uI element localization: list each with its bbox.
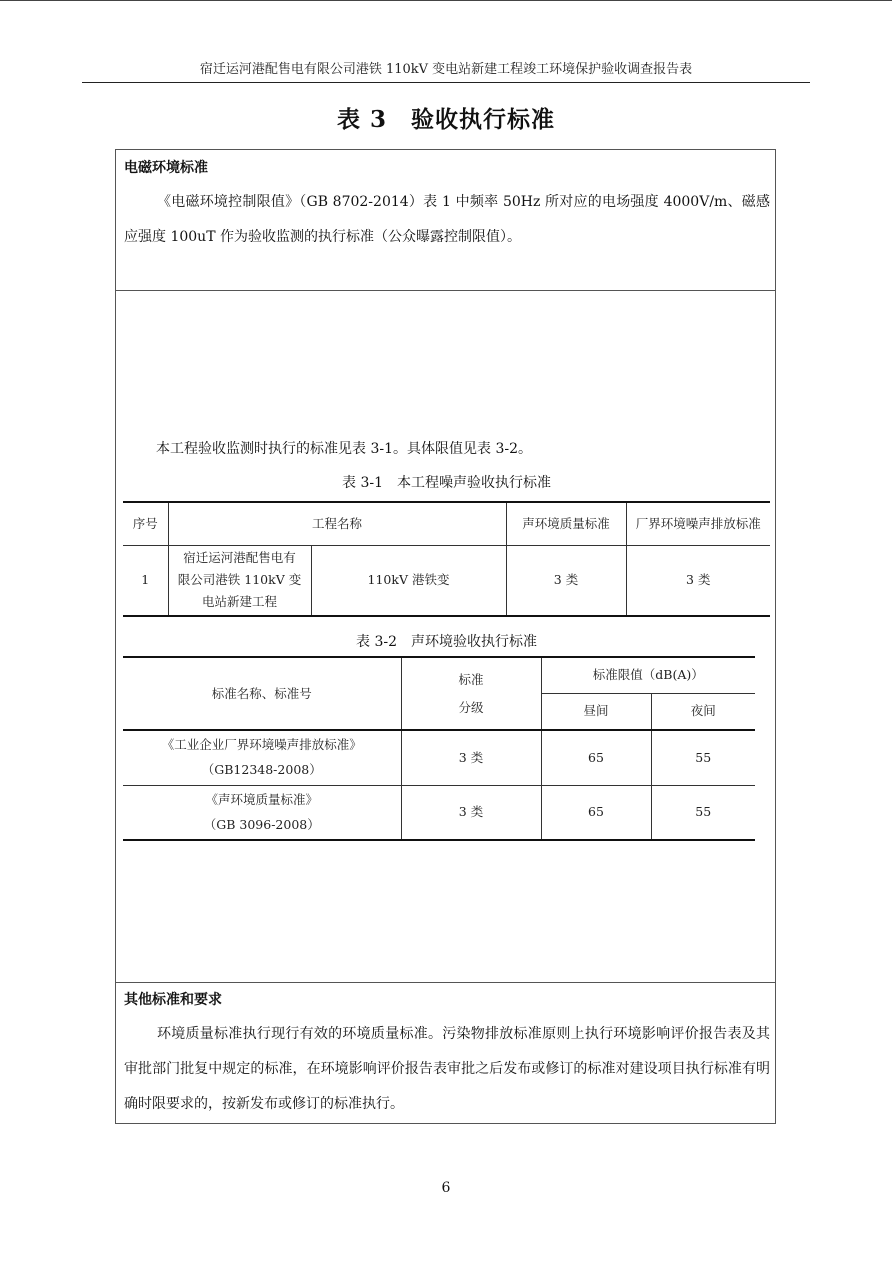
project-name-line: 电站新建工程 (201, 594, 277, 610)
row-substation: 110kV 港铁变 (311, 545, 506, 616)
page-title: 表 3 验收执行标准 (336, 106, 555, 133)
header-class-line: 分级 (458, 699, 484, 715)
row-day: 65 (541, 730, 651, 785)
running-header: 宿迁运河港配售电有限公司港铁 110kV 变电站新建工程竣工环境保护验收调查报告表 (199, 62, 693, 77)
row-standard-name (123, 785, 401, 840)
header-limit: 标准限值（dB(A)） (541, 657, 755, 693)
project-name-line: 限公司港铁 110kV 变 (177, 572, 302, 588)
header-boundary-standard: 厂界环境噪声排放标准 (626, 502, 770, 545)
em-section-title: 电磁环境标准 (124, 160, 208, 176)
row-standard-name (123, 730, 401, 785)
table-row (123, 545, 770, 616)
row-night: 55 (651, 730, 755, 785)
standard-code: （GB12348-2008） (201, 762, 322, 778)
header-no: 序号 (123, 502, 168, 545)
other-section-text: 环境质量标准执行现行有效的环境质量标准。污染物排放标准原则上执行环境影响评价报告表及其审批部门批复中规定的标准，在环境影响评价报告表审批之后发布或修订的标准对建设项目执行标准有明确时限要求的，按新发布或修订的标准执行。 (124, 1026, 770, 1112)
table-3-1-caption: 表 3-1 本工程噪声验收执行标准 (342, 475, 551, 491)
row-project-name (168, 545, 311, 616)
project-name-line: 宿迁运河港配售电有 (183, 550, 296, 566)
row-no: 1 (123, 545, 168, 616)
header-standard-name: 标准名称、标准号 (123, 657, 401, 730)
row-boundary: 3 类 (626, 545, 770, 616)
table-row (123, 730, 755, 785)
header-night: 夜间 (651, 693, 755, 730)
header-day: 昼间 (541, 693, 651, 730)
header-rule (82, 82, 810, 83)
table-3-2-caption: 表 3-2 声环境验收执行标准 (356, 634, 537, 650)
row-night: 55 (651, 785, 755, 840)
page-number: 6 (441, 1180, 451, 1196)
noise-intro: 本工程验收监测时执行的标准见表 3-1。具体限值见表 3-2。 (156, 441, 532, 457)
top-border (0, 0, 892, 1)
standard-code: （GB 3096-2008） (203, 816, 320, 832)
other-section-title: 其他标准和要求 (124, 992, 222, 1008)
row-class: 3 类 (401, 785, 541, 840)
header-class-line: 标准 (458, 671, 484, 687)
em-section-text: 《电磁环境控制限值》（GB 8702-2014）表 1 中频率 50Hz 所对应的电场强度 4000V/m、磁感应强度 100uT 作为验收监测的执行标准（公众曝露控制限值）。 (124, 194, 770, 245)
table-row (123, 785, 755, 840)
section-divider-2 (115, 982, 776, 983)
table-3-1 (123, 501, 770, 617)
row-quality: 3 类 (506, 545, 626, 616)
table-3-2-header-row (123, 657, 755, 693)
row-class: 3 类 (401, 730, 541, 785)
section-divider-1 (115, 290, 776, 291)
header-project-name: 工程名称 (168, 502, 506, 545)
row-day: 65 (541, 785, 651, 840)
header-class (401, 657, 541, 730)
header-quality-standard: 声环境质量标准 (506, 502, 626, 545)
standard-name: 《声环境质量标准》 (205, 791, 318, 807)
table-3-1-header-row (123, 502, 770, 545)
table-3-2 (123, 656, 755, 841)
standard-name: 《工业企业厂界环境噪声排放标准》 (161, 737, 362, 753)
